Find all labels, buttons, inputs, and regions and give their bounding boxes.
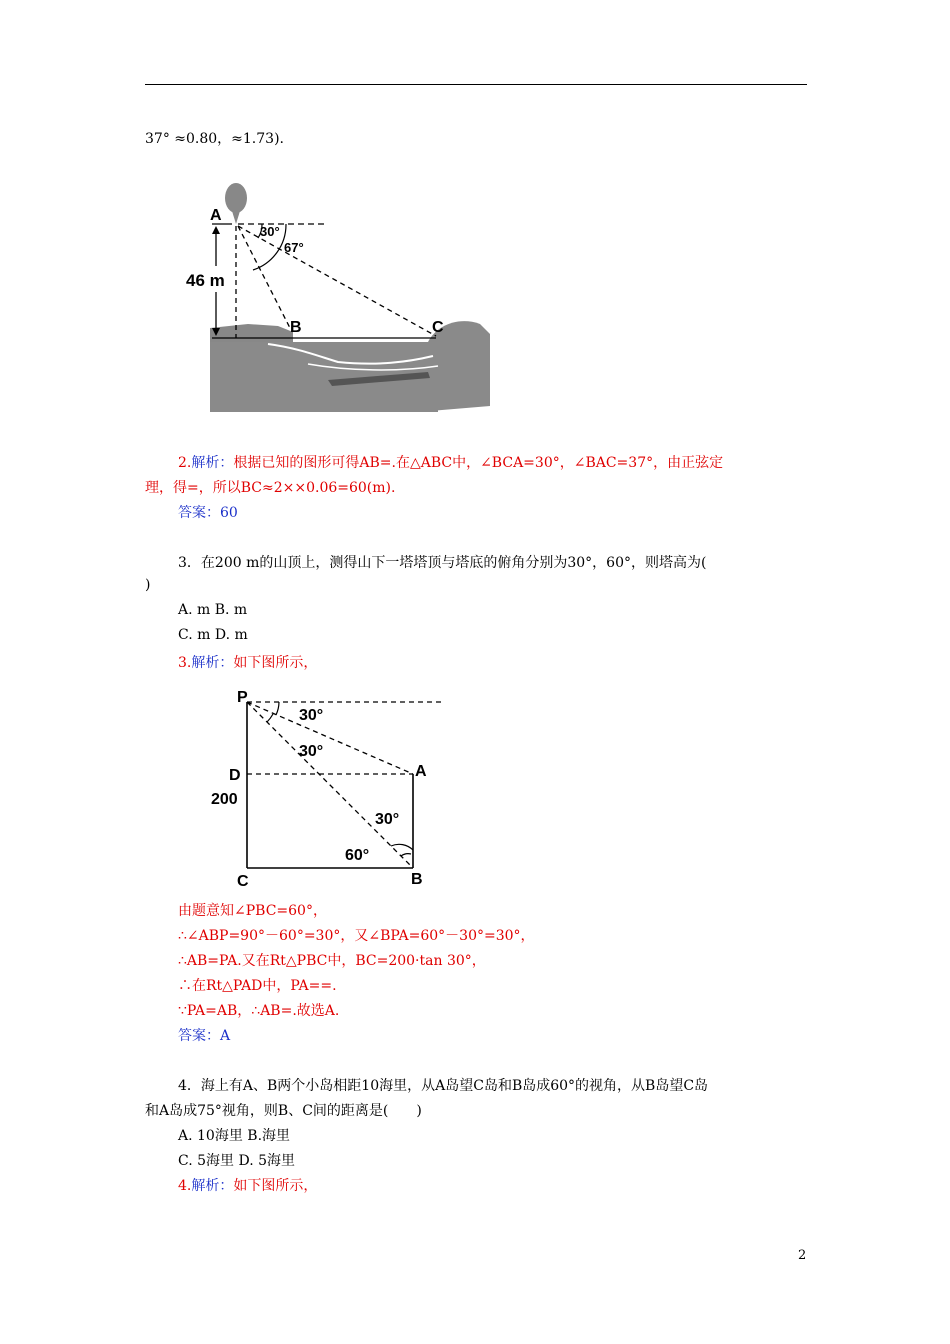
fig2-label-c: C [237,873,249,890]
q2-solution-line2: 理，得=，所以BC≈2××0.06=60(m). [145,480,396,496]
fig2-angle-2: 30° [299,743,324,760]
fig1-angle-30: 30° [260,224,280,239]
page-number: 2 [798,1248,807,1263]
fig1-label-c: C [432,319,444,336]
q4-options-ab: A. 10海里 B.海里 [178,1128,291,1144]
fig2-angle-3: 30° [375,811,400,828]
figure-tower [205,686,450,888]
fig1-angle-67: 67° [284,240,304,255]
q4-stem-line2: 和A岛成75°视角，则B、C间的距离是( ) [145,1103,422,1119]
q2-solution-line1: 2.解析：根据已知的图形可得AB=.在△ABC中，∠BCA=30°，∠BAC=37°，由正弦定 [178,455,724,471]
fig1-label-b: B [290,319,302,336]
fig2-label-d: D [229,767,241,784]
q3-step-3: ∴AB=PA.又在Rt△PBC中，BC=200·tan 30°， [178,953,486,969]
fig2-label-b: B [411,871,423,888]
fig2-label-200: 200 [211,791,238,808]
q4-solution-intro: 4.解析：如下图所示， [178,1178,318,1194]
fig2-label-a: A [415,763,427,780]
top-line: 37° ≈0.80，≈1.73). [145,131,284,147]
fig2-angle-4: 60° [345,847,370,864]
fig1-label-a: A [210,207,222,224]
q3-step-4: ∴在Rt△PAD中，PA==. [178,978,337,994]
fig1-height: 46 m [186,271,225,290]
q3-stem-line1: 3．在200 m的山顶上，测得山下一塔塔顶与塔底的俯角分别为30°，60°，则塔高为( [178,555,707,571]
q3-options-ab: A. m B. m [178,602,248,618]
fig2-angle-1: 30° [299,707,324,724]
q3-answer: 答案：A [178,1028,231,1044]
header-rule [145,84,807,85]
q3-solution-intro: 3.解析：如下图所示， [178,655,318,671]
q2-answer: 答案：60 [178,505,238,521]
q3-step-2: ∴∠ABP=90°－60°=30°，又∠BPA=60°－30°=30°， [178,928,535,944]
q3-options-cd: C. m D. m [178,627,248,643]
figure-balloon [186,166,503,412]
q4-stem-line1: 4．海上有A、B两个小岛相距10海里，从A岛望C岛和B岛成60°的视角，从B岛望C岛 [178,1078,709,1094]
q3-step-5: ∵PA=AB，∴AB=.故选A. [178,1003,340,1019]
q3-step-1: 由题意知∠PBC=60°， [178,903,327,919]
q3-stem-line2: ) [145,577,151,593]
q4-options-cd: C. 5海里 D. 5海里 [178,1153,296,1169]
fig2-label-p: P [237,689,248,706]
